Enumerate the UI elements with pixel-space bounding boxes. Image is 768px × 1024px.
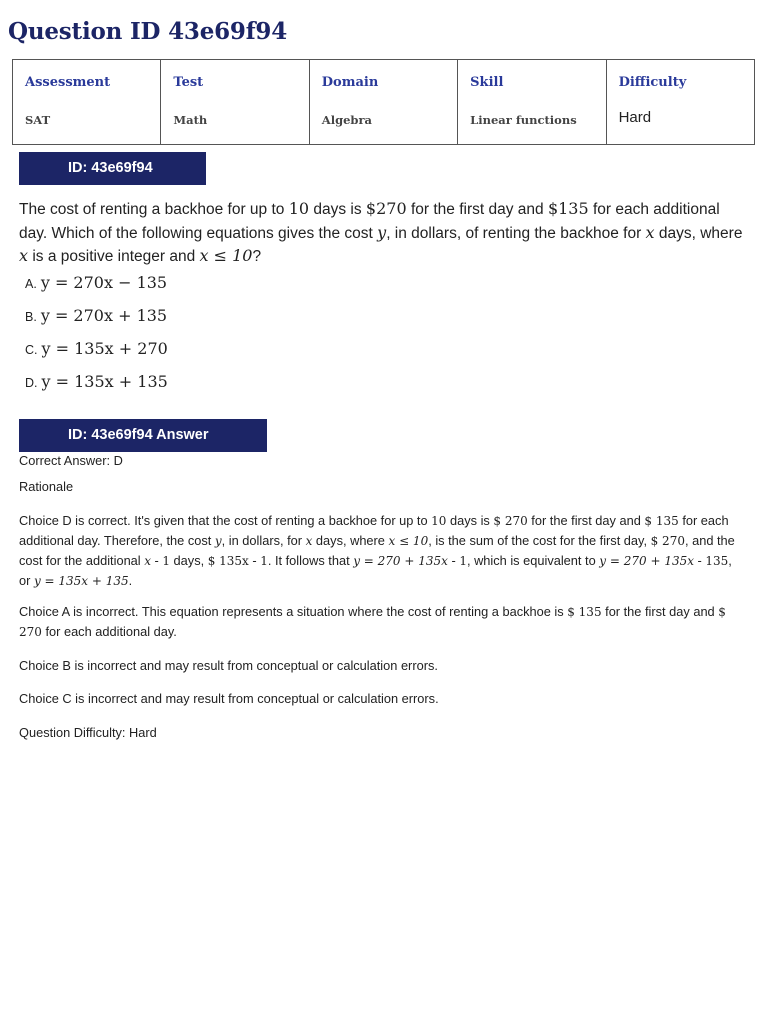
meta-value-difficulty: Hard <box>618 109 652 126</box>
meta-header-domain: Domain <box>321 75 379 90</box>
rationale-text: days is <box>446 513 494 528</box>
math-expression: $270 <box>365 199 407 218</box>
math-expression: $ 135 <box>644 514 679 528</box>
math-expression: y = 270 + 135x <box>599 554 694 568</box>
rationale-choice-a <box>19 602 743 642</box>
question-text: ? <box>252 248 262 265</box>
rationale-heading: Rationale <box>19 479 74 494</box>
meta-cell-skill <box>458 60 606 145</box>
rationale-text: - <box>150 553 163 568</box>
math-variable: y <box>214 534 222 548</box>
rationale-text: , is the sum of the cost for the first day, <box>428 533 651 548</box>
choice-letter: C. <box>25 343 38 357</box>
correct-answer: Correct Answer: D <box>19 453 123 468</box>
question-difficulty: Question Difficulty: Hard <box>19 725 157 740</box>
choice-letter: B. <box>25 310 37 324</box>
rationale-text: , in dollars, for <box>221 533 306 548</box>
meta-value-skill: Linear functions <box>470 113 577 127</box>
rationale-text: , and the cost for the additional <box>19 533 735 568</box>
meta-value-test: Math <box>173 113 208 127</box>
math-expression: 1 <box>260 554 268 568</box>
meta-header-assessment: Assessment <box>25 75 111 90</box>
rationale-text: for each additional day. <box>41 624 177 639</box>
math-expression: 1 <box>459 554 467 568</box>
meta-cell-difficulty <box>606 60 754 145</box>
math-expression: 10 <box>431 514 447 528</box>
math-expression: $ 135 <box>567 605 602 619</box>
math-expression: $135 <box>547 199 589 218</box>
question-id-bar: ID: 43e69f94 <box>19 152 206 185</box>
meta-header-difficulty: Difficulty <box>618 75 687 90</box>
math-expression: $ 270 <box>493 514 528 528</box>
rationale-text: , or <box>19 553 732 588</box>
choice-equation: y = 135x + 135 <box>41 372 168 391</box>
rationale-text: , which is equivalent to <box>466 553 600 568</box>
rationale-choice-b: Choice B is incorrect and may result from conceptual or calculation errors. <box>19 658 438 673</box>
math-expression: y = 270 + 135x <box>353 554 448 568</box>
choice-equation: y = 270x − 135 <box>40 273 168 292</box>
math-expression: x ≤ 10 <box>199 246 253 265</box>
math-expression: x ≤ 10 <box>388 534 429 548</box>
answer-choice-d[interactable] <box>25 371 168 393</box>
meta-cell-assessment <box>13 60 161 145</box>
question-text: for each additional day. Which of the following equations gives the cost <box>19 201 720 242</box>
question-text: The cost of renting a backhoe for up to <box>19 201 289 218</box>
question-text: days, where <box>654 224 743 242</box>
math-expression: $ 270 <box>19 605 726 639</box>
answer-choice-a[interactable] <box>25 272 167 294</box>
meta-header-test: Test <box>173 75 204 90</box>
math-variable: x <box>645 222 655 242</box>
math-expression: $ 135x <box>207 554 249 568</box>
meta-cell-domain <box>309 60 457 145</box>
rationale-choice-c: Choice C is incorrect and may result from conceptual or calculation errors. <box>19 691 439 706</box>
answer-choice-b[interactable] <box>25 305 167 327</box>
question-stem <box>19 198 751 269</box>
rationale-text: for the first day and <box>527 513 645 528</box>
math-variable: x <box>305 534 313 548</box>
math-variable: x <box>19 246 29 265</box>
math-expression: y = 135x + 135 <box>33 574 129 588</box>
choice-letter: A. <box>25 277 37 291</box>
rationale-text: . It follows that <box>267 553 354 568</box>
rationale-text: Choice A is incorrect. This equation represents a situation where the cost of renting a backhoe is <box>19 604 568 619</box>
rationale-choice-d <box>19 511 743 591</box>
answer-choice-c[interactable] <box>25 338 168 360</box>
math-expression: 1 <box>162 554 170 568</box>
question-meta-table <box>12 59 755 145</box>
question-text: , in dollars, of renting the backhoe for <box>386 224 646 242</box>
rationale-text: for the first day and <box>601 604 719 619</box>
question-text: is a positive integer and <box>28 248 200 265</box>
rationale-text: Choice D is correct. It's given that the cost of renting a backhoe for up to <box>19 513 432 528</box>
choice-equation: y = 135x + 270 <box>41 339 168 358</box>
math-expression: $ 270 <box>650 534 685 548</box>
rationale-text: . <box>128 573 133 588</box>
math-expression: 10 <box>288 199 310 218</box>
choice-letter: D. <box>25 376 38 390</box>
rationale-text: - <box>248 553 261 568</box>
math-variable: y <box>377 222 387 242</box>
choice-equation: y = 270x + 135 <box>40 306 168 325</box>
meta-value-domain: Algebra <box>321 113 372 127</box>
rationale-text: - <box>694 553 706 568</box>
rationale-text: - <box>447 553 460 568</box>
math-variable: x <box>144 554 151 568</box>
rationale-text: days, where <box>312 533 389 548</box>
question-text: for the first day and <box>406 201 548 218</box>
answer-id-bar: ID: 43e69f94 Answer <box>19 419 267 452</box>
page-title: Question ID 43e69f94 <box>8 18 288 45</box>
question-text: days is <box>309 201 366 218</box>
rationale-text: days, <box>170 553 208 568</box>
meta-header-skill: Skill <box>470 75 504 90</box>
math-expression: 135 <box>705 554 729 568</box>
rationale-text: for each additional day. Therefore, the cost <box>19 513 729 548</box>
meta-value-assessment: SAT <box>25 113 51 127</box>
meta-cell-test <box>161 60 309 145</box>
